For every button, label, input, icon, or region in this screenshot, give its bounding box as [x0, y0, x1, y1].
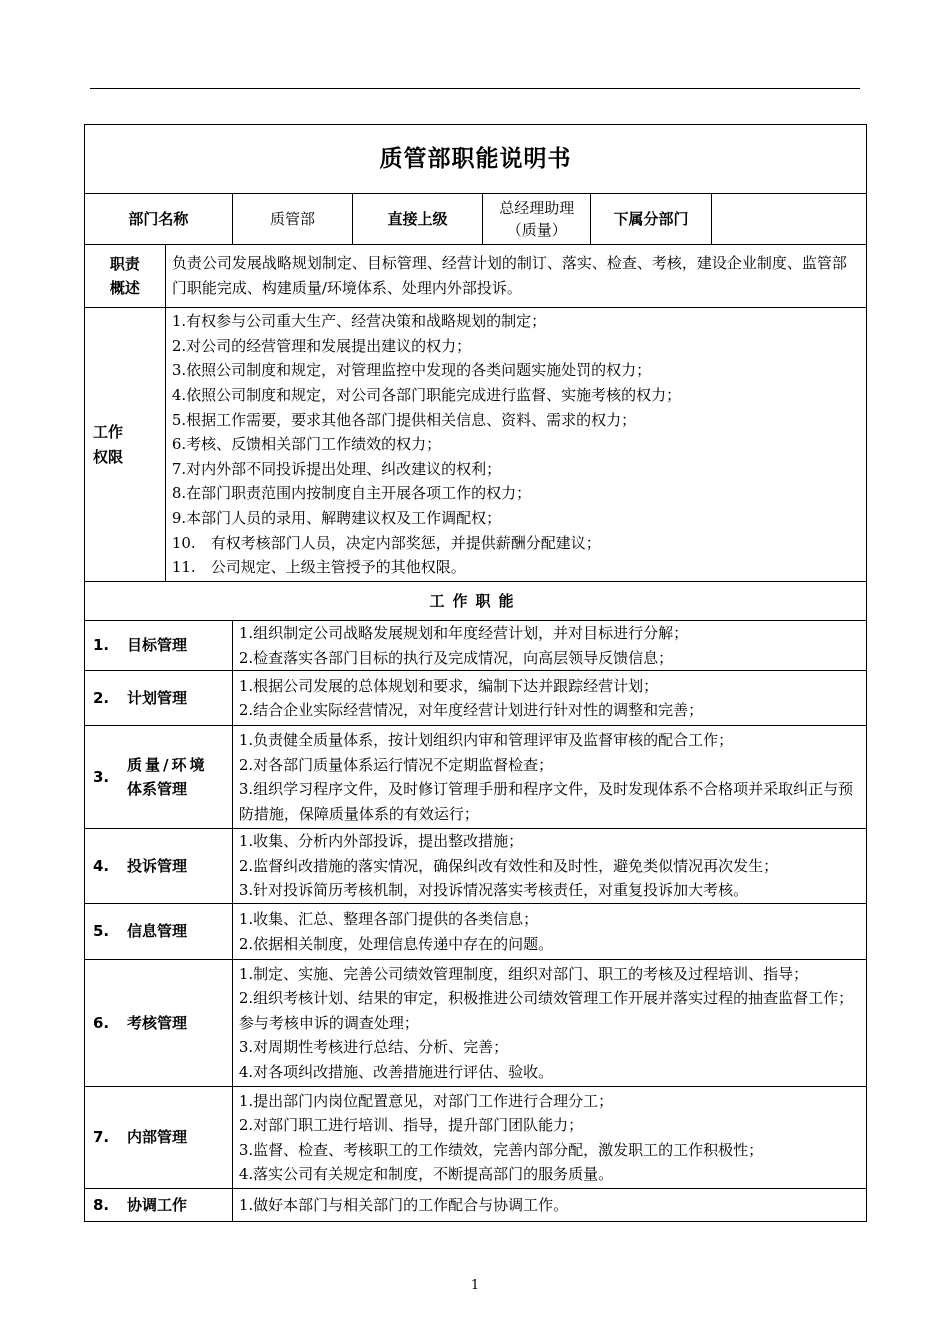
function-item: 1.做好本部门与相关部门的工作配合与协调工作。 [238, 1195, 569, 1214]
function-item: 1.提出部门内岗位配置意见，对部门工作进行合理分工； [238, 1091, 614, 1110]
superior-row-cell [353, 194, 591, 245]
function-item: 2.对部门职工进行培训、指导，提升部门团队能力； [238, 1116, 584, 1134]
superior-value-line2: （质量） [506, 221, 567, 239]
function-name [85, 960, 233, 1087]
function-item: 4.对各项纠改措施、改善措施进行评估、验收。 [238, 1062, 554, 1081]
overview-label-line2: 概述 [109, 279, 140, 297]
function-item: 4.落实公司有关规定和制度，不断提高部门的服务质量。 [238, 1165, 614, 1183]
function-name-line1: 信息管理 [127, 922, 188, 941]
function-item: 1.制定、实施、完善公司绩效管理制度，组织对部门、职工的考核及过程培训、指导； [238, 964, 809, 983]
function-name-line1: 投诉管理 [127, 856, 188, 875]
function-number: 2. [93, 688, 110, 707]
functions-header: 工作职能 [85, 582, 867, 621]
overview-label-line1: 职责 [109, 254, 140, 273]
function-row [85, 621, 867, 671]
function-number: 6. [93, 1013, 110, 1032]
function-name-line1: 计划管理 [127, 688, 188, 707]
authority-list [165, 308, 866, 582]
function-row [85, 960, 867, 1087]
header-rule [90, 88, 860, 89]
function-items [232, 1189, 866, 1222]
dept-name-label: 部门名称 [85, 194, 233, 245]
function-row [85, 1087, 867, 1189]
function-item: 2.检查落实各部门目标的执行及完成情况，向高层领导反馈信息； [238, 648, 674, 667]
subordinate-label: 下属分部门 [591, 194, 711, 245]
function-row [85, 1189, 867, 1222]
function-item: 1.组织制定公司战略发展规划和年度经营计划，并对目标进行分解； [238, 624, 689, 642]
page-title: 质管部职能说明书 [85, 125, 867, 194]
function-items [232, 621, 866, 671]
function-name-line1: 目标管理 [127, 636, 188, 655]
function-items [232, 726, 866, 829]
function-item: 3.对周期性考核进行总结、分析、完善； [238, 1038, 509, 1057]
function-item: 2.对各部门质量体系运行情况不定期监督检查； [238, 755, 554, 774]
function-number: 1. [93, 636, 110, 655]
overview-label [85, 245, 166, 308]
authority-label-line1: 工作 [93, 423, 124, 441]
superior-label: 直接上级 [353, 194, 483, 244]
subordinate-value [711, 194, 866, 245]
authority-item: 1.有权参与公司重大生产、经营决策和战略规划的制定； [171, 312, 547, 331]
authority-item: 4.依照公司制度和规定，对公司各部门职能完成进行监督、实施考核的权力； [171, 386, 682, 405]
function-item: 2.依据相关制度，处理信息传递中存在的问题。 [238, 934, 554, 953]
authority-item: 10. 有权考核部门人员，决定内部奖惩，并提供薪酬分配建议； [171, 533, 601, 552]
authority-label [85, 308, 166, 582]
function-number: 5. [93, 922, 110, 941]
function-item: 3.针对投诉简历考核机制，对投诉情况落实考核责任，对重复投诉加大考核。 [238, 881, 749, 900]
function-items [232, 829, 866, 904]
overview-text: 负责公司发展战略规划制定、目标管理、经营计划的制订、落实、检查、考核，建设企业制度、监管部门职能完成、构建质量/环境体系、处理内外部投诉。 [165, 245, 866, 308]
function-name [85, 1087, 233, 1189]
function-item: 1.收集、汇总、整理各部门提供的各类信息； [238, 910, 539, 928]
authority-item: 2.对公司的经营管理和发展提出建议的权力； [171, 336, 472, 355]
function-name-line1: 质量/环境 [127, 755, 208, 774]
function-item: 2.组织考核计划、结果的审定，积极推进公司绩效管理工作开展并落实过程的抽查监督工作；参与考核申诉的调查处理； [238, 989, 854, 1032]
function-number: 7. [93, 1128, 110, 1147]
authority-item: 8.在部门职责范围内按制度自主开展各项工作的权力； [171, 484, 532, 503]
function-row [85, 726, 867, 829]
function-name [85, 829, 233, 904]
function-name-line2: 体系管理 [127, 780, 188, 798]
authority-item: 7.对内外部不同投诉提出处理、纠改建议的权利； [171, 459, 502, 478]
function-item: 1.根据公司发展的总体规划和要求，编制下达并跟踪经营计划； [238, 676, 659, 695]
function-name [85, 671, 233, 726]
function-name [85, 1189, 233, 1222]
function-item: 1.负责健全质量体系，按计划组织内审和管理评审及监督审核的配合工作； [238, 731, 734, 749]
function-row [85, 829, 867, 904]
function-item: 3.组织学习程序文件，及时修订管理手册和程序文件，及时发现体系不合格项并采取纠正与预防措施，保障质量体系的有效运行； [238, 780, 854, 823]
function-name [85, 621, 233, 671]
page-number: 1 [470, 1278, 480, 1293]
function-items [232, 671, 866, 726]
authority-label-line2: 权限 [93, 447, 124, 466]
authority-item: 9.本部门人员的录用、解聘建议权及工作调配权； [171, 508, 502, 527]
superior-value-line1: 总经理助理 [499, 199, 575, 217]
authority-item: 3.依照公司制度和规定，对管理监控中发现的各类问题实施处罚的权力； [171, 361, 652, 380]
function-items [232, 1087, 866, 1189]
dept-name-value: 质管部 [232, 194, 352, 245]
function-number: 8. [93, 1195, 110, 1214]
function-item: 2.监督纠改措施的落实情况，确保纠改有效性和及时性，避免类似情况再次发生； [238, 856, 779, 875]
function-items [232, 960, 866, 1087]
superior-value [483, 194, 590, 244]
function-name-line1: 协调工作 [127, 1195, 188, 1214]
function-item: 2.结合企业实际经营情况，对年度经营计划进行针对性的调整和完善； [238, 701, 704, 719]
function-row [85, 671, 867, 726]
authority-item: 6.考核、反馈相关部门工作绩效的权力； [171, 435, 442, 454]
authority-item: 5.根据工作需要，要求其他各部门提供相关信息、资料、需求的权力； [171, 410, 637, 429]
function-name-line1: 内部管理 [127, 1128, 188, 1147]
function-item: 1.收集、分析内外部投诉，提出整改措施； [238, 832, 524, 851]
authority-item: 11. 公司规定、上级主管授予的其他权限。 [171, 558, 466, 577]
function-row [85, 904, 867, 960]
function-name [85, 904, 233, 960]
function-item: 3.监督、检查、考核职工的工作绩效，完善内部分配，激发职工的工作积极性； [238, 1140, 764, 1159]
function-items [232, 904, 866, 960]
function-name-line1: 考核管理 [127, 1013, 188, 1032]
function-number: 3. [93, 767, 110, 786]
function-number: 4. [93, 856, 110, 875]
function-name [85, 726, 233, 829]
job-description-table [84, 124, 867, 1222]
